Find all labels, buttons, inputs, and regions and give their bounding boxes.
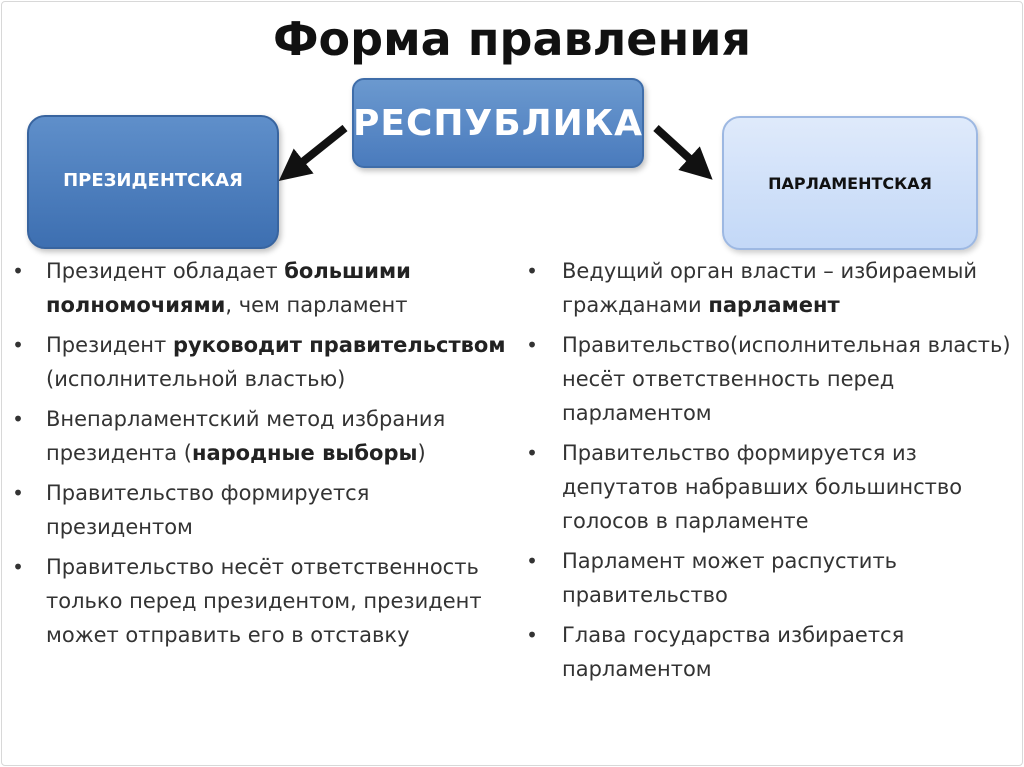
presidential-label: ПРЕЗИДЕНТСКАЯ — [63, 169, 243, 191]
list-item: • Правительство(исполнительная власть) несёт ответственность перед парламентом — [522, 328, 1022, 430]
bullet-icon: • — [526, 441, 538, 465]
bullet-icon: • — [12, 259, 24, 283]
bullet-icon: • — [12, 407, 24, 431]
parliamentary-box — [722, 116, 978, 250]
bullet-icon: • — [12, 333, 24, 357]
list-item: • Правительство несёт ответственность только перед президентом, президент может отправить его в отставку — [8, 550, 518, 652]
presidential-box — [27, 115, 279, 249]
bullet-icon: • — [12, 481, 24, 505]
bullet-icon: • — [526, 549, 538, 573]
parliamentary-features-list — [522, 254, 1022, 692]
list-item: • Правительство формируется президентом — [8, 476, 518, 544]
list-item: • Президент обладает большими полномочиями, чем парламент — [8, 254, 518, 322]
list-item: • Ведущий орган власти – избираемый гражданами парламент — [522, 254, 1022, 322]
bullet-icon: • — [526, 623, 538, 647]
list-item: • Глава государства избирается парламентом — [522, 618, 1022, 686]
parliamentary-label: ПАРЛАМЕНТСКАЯ — [768, 173, 932, 193]
list-item: • Президент руководит правительством (исполнительной властью) — [8, 328, 518, 396]
republic-box — [352, 78, 644, 168]
bullet-icon: • — [526, 259, 538, 283]
bullet-icon: • — [526, 333, 538, 357]
list-item: • Внепарламентский метод избрания президента (народные выборы) — [8, 402, 518, 470]
republic-label: РЕСПУБЛИКА — [352, 102, 644, 144]
list-item: • Парламент может распустить правительство — [522, 544, 1022, 612]
page-title: Форма правления — [272, 12, 752, 66]
presidential-features-list — [8, 254, 518, 658]
list-item: • Правительство формируется из депутатов набравших большинство голосов в парламенте — [522, 436, 1022, 538]
bullet-icon: • — [12, 555, 24, 579]
